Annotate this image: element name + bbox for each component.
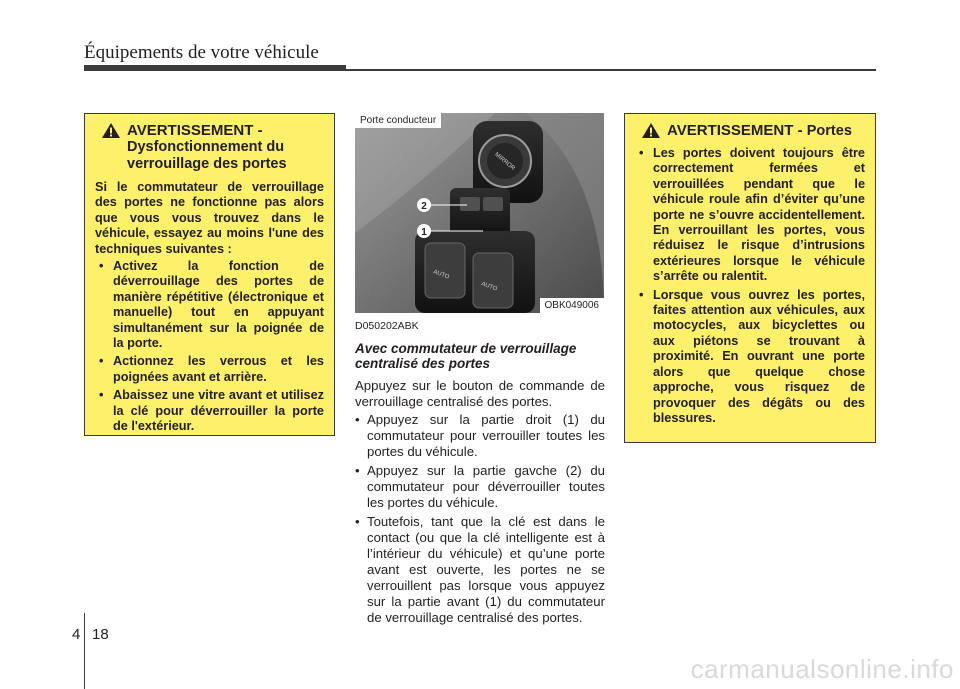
- list-item: • Actionnez les verrous et les poignées avant et arrière.: [95, 354, 324, 385]
- footer-divider: [84, 613, 85, 689]
- chapter-number: 4: [72, 626, 81, 643]
- page-number: 18: [92, 626, 109, 643]
- list-item: • Appuyez sur la partie droit (1) du commutateur pour verrouiller toutes les portes du véhicule.: [355, 412, 605, 460]
- warning-title: AVERTISSEMENT -: [127, 122, 263, 139]
- section-code: D050202ABK: [355, 320, 419, 332]
- warning-title-block: [127, 122, 324, 173]
- callout-1-label: 1: [421, 227, 427, 238]
- warning-subtitle: Dysfonctionnement du verrouillage des portes: [127, 139, 287, 172]
- central-locking-section: [355, 318, 605, 629]
- warning-heading: [95, 122, 324, 173]
- warning-title: AVERTISSEMENT -: [667, 122, 803, 139]
- door-switch-photo: [355, 113, 604, 313]
- section-intro: Appuyez sur le bouton de commande de verrouillage centralisé des portes.: [355, 378, 605, 409]
- callout-2-label: 2: [421, 201, 427, 212]
- warning-heading: [635, 122, 865, 140]
- warning-title-suffix: Portes: [806, 123, 852, 139]
- header-rule-thick: [84, 65, 346, 71]
- list-item: • Lorsque vous ouvrez les portes, faites attention aux véhicules, aux motocycles, aux bicyclettes ou aux piétons se trouvant à proximité. En ouvrant une porte alors que quelque chose approche, vous risquez de provoquer des dégâts ou des blessures.: [635, 288, 865, 427]
- figure-code: OBK049006: [540, 298, 605, 313]
- list-item: • Activez la fonction de déverrouillage des portes de manière répétitive (électronique et manuelle) tout en appuyant simultanément sur la poignée de la porte.: [95, 259, 324, 351]
- mirror-label: MIRROR: [493, 151, 516, 172]
- header-rule-thin: [346, 69, 876, 71]
- warning-intro: Si le commutateur de verrouillage des portes ne fonctionne pas alors que vous vous trouvez dans le véhicule, essayez au moins l'une des techniques suivantes :: [95, 180, 324, 256]
- door-panel-illustration: [355, 113, 604, 313]
- instructions-list: [355, 412, 605, 626]
- figure-caption: Porte conducteur: [355, 113, 441, 128]
- list-item: • Appuyez sur la partie gavche (2) du commutateur pour déverrouiller toutes les portes du véhicule.: [355, 463, 605, 511]
- auto-label: AUTO: [432, 269, 450, 281]
- warning-list: [95, 259, 324, 434]
- warning-list: [635, 146, 865, 426]
- warning-title-block: [667, 122, 852, 140]
- auto-label: AUTO: [480, 281, 498, 293]
- list-item: • Les portes doivent toujours être correctement fermées et verrouillées pendant que le véhicule roule afin d’éviter qu’une porte ne s’ouvre accidentellement. En verrouillant les portes, vous réduisez le risque d’intrusions extérieures lorsque le véhicule s’arrête ou ralentit.: [635, 146, 865, 285]
- section-subtitle: Avec commutateur de verrouillage centralisé des portes: [355, 341, 577, 371]
- watermark: carmanualsonline.info: [690, 654, 954, 684]
- warning-box-doors: [624, 113, 876, 443]
- section-title: Équipements de votre véhicule: [84, 42, 319, 63]
- warning-triangle-icon: [641, 122, 661, 139]
- warning-triangle-icon: [101, 122, 121, 139]
- list-item: • Abaissez une vitre avant et utilisez la clé pour déverrouiller la porte de l'extérieur.: [95, 388, 324, 434]
- warning-box-lock-malfunction: [84, 113, 335, 436]
- list-item: • Toutefois, tant que la clé est dans le contact (ou que la clé intelligente est à l’intérieur du véhicule) et qu’une porte avant est ouverte, les portes ne se verrouillent pas lorsque vous appuyez sur la partie avant (1) du commutateur de verrouillage centralisé des portes.: [355, 514, 605, 626]
